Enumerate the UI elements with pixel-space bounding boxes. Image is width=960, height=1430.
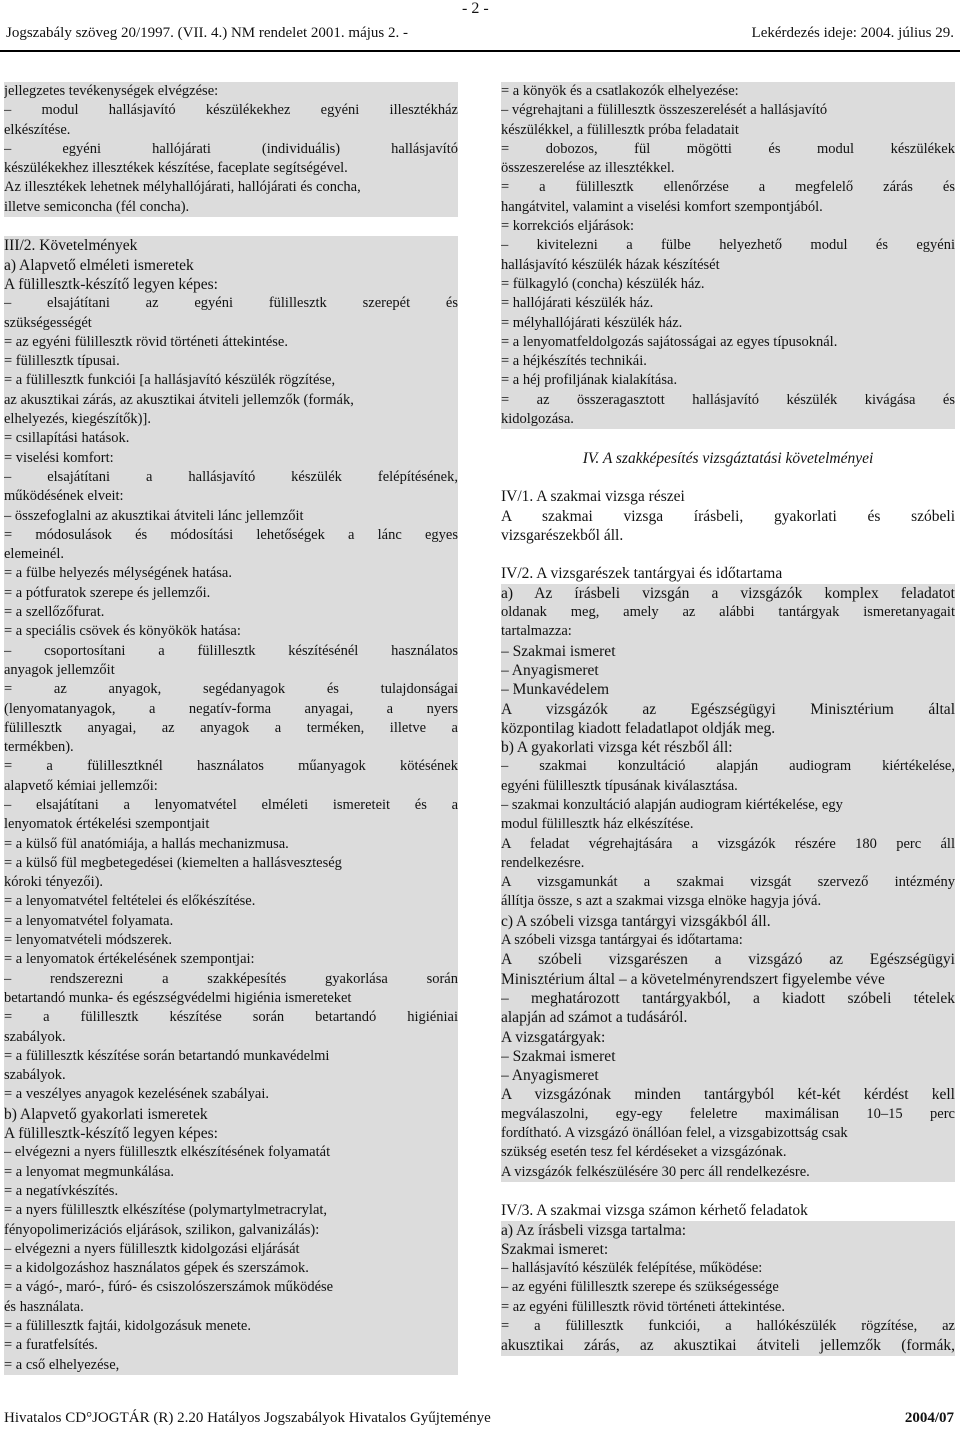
text-line: = a furatfelsítés. <box>4 1336 458 1355</box>
header-query-date: Lekérdezés ideje: 2004. július 29. <box>751 25 954 41</box>
text-line: = a fülbe helyezés mélységének hatása. <box>4 564 458 583</box>
text-line: a) Az írásbeli vizsga tartalma: <box>501 1221 955 1240</box>
text-line: – elsajátítani a lenyomatvétel elméleti ismereteit és a <box>4 796 458 815</box>
text-line: anyagok jellemzőit <box>4 661 458 680</box>
text-line: – végrehajtani a fülillesztk összeszerelését a hallásjavító <box>501 101 955 120</box>
text-line: = a külső fül megbetegedései (kiemelten a hallásveszteség <box>4 854 458 873</box>
text-line: kidolgozása. <box>501 410 955 429</box>
text-line: = a fülillesztk fajtái, kidolgozásuk menete. <box>4 1317 458 1336</box>
text-line: A feladat végrehajtására a vizsgázók részére 180 perc áll <box>501 835 955 854</box>
text-line: = a külső fül anatómiája, a hallás mechanizmusa. <box>4 835 458 854</box>
text-line: = a lenyomatvétel feltételei és előkészítése. <box>4 892 458 911</box>
text-line: – az egyéni fülillesztk szerepe és szükségessége <box>501 1278 955 1297</box>
text-line: = fülkagyló (concha) készülék ház. <box>501 275 955 294</box>
header-divider <box>0 50 960 52</box>
text-line: = korrekciós eljárások: <box>501 217 955 236</box>
text-line: és használata. <box>4 1298 458 1317</box>
text-line: = az egyéni fülillesztk rövid történeti áttekintése. <box>501 1298 955 1317</box>
blank-line <box>501 545 955 564</box>
text-line: az akusztikai zárás, az akusztikai átviteli jellemzők (formák, <box>4 391 458 410</box>
text-line: elhelyezés, kiegészítők)]. <box>4 410 458 429</box>
text-line: alapján ad számot a tudásáról. <box>501 1008 955 1027</box>
text-line: = a kidolgozáshoz használatos gépek és szerszámok. <box>4 1259 458 1278</box>
text-line: = a lenyomatok értékelésének szempontjai: <box>4 950 458 969</box>
text-line: – rendszerezni a szakképesítés gyakorlása során <box>4 970 458 989</box>
text-line: = a fülillesztk készítése során betartandó higiéniai <box>4 1008 458 1027</box>
text-line: = a pótfuratok szerepe és jellemzői. <box>4 584 458 603</box>
text-line: rendelkezésre. <box>501 854 955 873</box>
text-line: fényopolimerizációs eljárások, szilikon, galvanizálás): <box>4 1221 458 1240</box>
text-line: – egyéni hallójárati (individuális) hallásjavító <box>4 140 458 159</box>
text-line: megválaszolni, egy-egy feleletre maximálisan 10–15 perc <box>501 1105 955 1124</box>
text-line: Szakmai ismeret: <box>501 1240 955 1259</box>
text-line: A szóbeli vizsgarészen a vizsgázó az Egészségügyi <box>501 951 955 969</box>
text-line: = dobozos, fül mögötti és modul készülékek <box>501 140 955 159</box>
text-line: elkészítése. <box>4 121 458 140</box>
text-line: = a fülillesztk funkciói, a hallókészülék rögzítése, az <box>501 1317 955 1336</box>
text-line: kóroki tényezői). <box>4 873 458 892</box>
blank-line <box>501 1182 955 1201</box>
text-line: Minisztérium által – a követelményrendszert figyelembe véve <box>501 970 955 989</box>
text-line: A vizsgázók felkészülésére 30 perc áll rendelkezésre. <box>501 1163 955 1182</box>
text-line: A fülillesztk-készítő legyen képes: <box>4 275 458 294</box>
text-line: modul fülillesztk ház elkészítése. <box>501 815 955 834</box>
text-line: – elsajátítani az egyéni fülillesztk szerepét és <box>4 294 458 313</box>
page-number: - 2 - <box>462 0 489 17</box>
footer-edition: 2004/07 <box>904 1410 954 1426</box>
blank-line <box>501 429 955 448</box>
text-line: = a negatívkészítés. <box>4 1182 458 1201</box>
text-line: akusztikai zárás, az akusztikai átviteli jellemzők (formák, <box>501 1337 955 1355</box>
text-line: = viselési komfort: <box>4 449 458 468</box>
text-line: – kivitelezni a fülbe helyezhető modul és egyéni <box>501 236 955 255</box>
text-line: – hallásjavító készülék felépítése, működése: <box>501 1259 955 1278</box>
text-line: = az egyéni fülillesztk rövid történeti áttekintése. <box>4 333 458 352</box>
text-line: betartandó munka- és egészségvédelmi higiénia ismereteket <box>4 989 458 1008</box>
text-line: – modul hallásjavító készülékekhez egyéni illesztékház <box>4 101 458 120</box>
text-line: szabályok. <box>4 1028 458 1047</box>
text-line: a) Az írásbeli vizsgán a vizsgázók komplex feladatot <box>501 584 955 602</box>
text-line: egyéni fülillesztk típusának kiválasztása. <box>501 777 955 796</box>
text-line: = a héjkészítés technikái. <box>501 352 955 371</box>
text-line: A vizsgatárgyak: <box>501 1028 955 1047</box>
text-line: – Szakmai ismeret <box>501 642 955 661</box>
text-line: szükség esetén tesz fel kérdéseket a vizsgázónak. <box>501 1143 955 1162</box>
text-line: IV/2. A vizsgarészek tantárgyai és időtartama <box>501 565 783 583</box>
blank-line <box>501 468 955 487</box>
text-line: fordítható. A vizsgázó önállóan felel, a vizsgabizottság csak <box>501 1124 955 1143</box>
text-line: = csillapítási hatások. <box>4 429 458 448</box>
text-line: = a speciális csövek és könyökök hatása: <box>4 622 458 641</box>
text-line: = a fülillesztk készítése során betartandó munkavédelmi <box>4 1047 458 1066</box>
text-line: – csoportosítani a fülillesztk készítésénél használatos <box>4 642 458 661</box>
text-line: – Munkavédelem <box>501 680 955 699</box>
text-line: = mélyhallójárati készülék ház. <box>501 314 955 333</box>
text-line: = módosulások és módosítási lehetőségek a lánc egyes <box>4 526 458 545</box>
text-line: központilag kiadott feladatlapot oldják meg. <box>501 719 955 738</box>
text-line: = az összeragasztott hallásjavító készülék kivágása és <box>501 391 955 410</box>
text-line: készülékkel, a fülillesztk próba feladatait <box>501 121 955 140</box>
text-line: fülillesztk anyagai, az anyagok a terméken, illetve a <box>4 719 458 738</box>
text-line: = a szellőzőfurat. <box>4 603 458 622</box>
text-line: = a fülillesztk ellenőrzése a megfelelő zárás és <box>501 178 955 197</box>
text-line: termékben). <box>4 738 458 757</box>
text-line: = a héj profiljának kialakítása. <box>501 371 955 390</box>
footer-publisher: Hivatalos CD°JOGTÁR (R) 2.20 Hatályos Jogszabályok Hivatalos Gyűjteménye <box>4 1410 491 1426</box>
text-line: A vizsgázók az Egészségügyi Minisztérium által <box>501 700 955 718</box>
text-line: hangátvitel, valamint a viselési komfort szempontjából. <box>501 198 955 217</box>
text-line: – elvégezni a nyers fülillesztk kidolgozási eljárását <box>4 1240 458 1259</box>
text-line: b) A gyakorlati vizsga két részből áll: <box>501 738 955 757</box>
text-line: = a veszélyes anyagok kezelésének szabályai. <box>4 1085 458 1104</box>
left-text-column <box>4 82 458 1375</box>
text-line: vizsgarészekből áll. <box>501 526 624 544</box>
text-line: működésének elveit: <box>4 487 458 506</box>
text-line: = a cső elhelyezése, <box>4 1356 458 1375</box>
text-line: IV/1. A szakmai vizsga részei <box>501 488 685 506</box>
header-document-reference: Jogszabály szöveg 20/1997. (VII. 4.) NM rendelet 2001. május 2. - <box>6 25 408 41</box>
text-line: A vizsgamunkát a szakmai vizsgát szervező intézmény <box>501 873 955 892</box>
text-line: = a vágó-, maró-, fúró- és csiszolószerszámok működése <box>4 1278 458 1297</box>
text-line: hallásjavító készülék házak készítését <box>501 256 955 275</box>
text-line: A fülillesztk-készítő legyen képes: <box>4 1124 458 1143</box>
text-line: – elvégezni a nyers fülillesztk elkészítésének folyamatát <box>4 1143 458 1162</box>
text-line: illetve semiconcha (fél concha). <box>4 198 458 217</box>
text-line: alapvető kémiai jellemzői: <box>4 777 458 796</box>
text-line: oldanak meg, amely az alábbi tantárgyak ismeretanyagait <box>501 603 955 622</box>
blank-line <box>4 217 458 236</box>
text-line: = a lenyomat megmunkálása. <box>4 1163 458 1182</box>
text-line: = a lenyomatfeldolgozás sajátosságai az egyes típusoknál. <box>501 333 955 352</box>
text-line: készülékekhez illesztékek készítése, faceplate segítségével. <box>4 159 458 178</box>
text-line: elemeinél. <box>4 545 458 564</box>
text-line: a) Alapvető elméleti ismeretek <box>4 256 458 275</box>
text-line: – Anyagismeret <box>501 1066 955 1085</box>
text-line: A szakmai vizsga írásbeli, gyakorlati és szóbeli <box>501 507 955 525</box>
text-line: = fülillesztk típusai. <box>4 352 458 371</box>
text-line: = a lenyomatvétel folyamata. <box>4 912 458 931</box>
text-line: A vizsgázónak minden tantárgyból két-két kérdést kell <box>501 1086 955 1104</box>
text-line: – elsajátítani a hallásjavító készülék felépítésének, <box>4 468 458 487</box>
text-line: b) Alapvető gyakorlati ismeretek <box>4 1105 458 1124</box>
text-line: = a könyök és a csatlakozók elhelyezése: <box>501 82 955 101</box>
document-header <box>6 25 954 47</box>
text-line: – Szakmai ismeret <box>501 1047 955 1066</box>
text-line: – meghatározott tantárgyakból, a kiadott szóbeli tételek <box>501 989 955 1007</box>
text-line: = a fülillesztknél használatos műanyagok kötésének <box>4 757 458 776</box>
text-line: IV. A szakképesítés vizsgáztatási követelményei <box>582 449 874 467</box>
text-line: IV/3. A szakmai vizsga számon kérhető feladatok <box>501 1202 808 1220</box>
text-line: = lenyomatvételi módszerek. <box>4 931 458 950</box>
text-line: összeszerelése az illesztékkel. <box>501 159 955 178</box>
text-line: A szóbeli vizsga tantárgyai és időtartama: <box>501 931 955 950</box>
text-line: = hallójárati készülék ház. <box>501 294 955 313</box>
text-line: jellegzetes tevékenységek elvégzése: <box>4 82 458 101</box>
text-line: – Anyagismeret <box>501 661 955 680</box>
text-line: – szakmai konzultáció alapján audiogram kiértékelése, <box>501 757 955 776</box>
text-line: lenyomatok értékelési szempontjait <box>4 815 458 834</box>
text-line: szükségességét <box>4 314 458 333</box>
text-line: c) A szóbeli vizsga tantárgyi vizsgákból áll. <box>501 912 955 931</box>
text-line: állítja össze, s azt a szakmai vizsga elnöke hagyja jóvá. <box>501 892 955 911</box>
text-line: (lenyomatanyagok, a negatív-forma anyagai, a nyers <box>4 700 458 719</box>
text-line: = az anyagok, segédanyagok és tulajdonságai <box>4 680 458 699</box>
text-line: = a nyers fülillesztk elkészítése (polymartylmetracrylat, <box>4 1201 458 1220</box>
text-line: – összefoglalni az akusztikai átviteli lánc jellemzőit <box>4 507 458 526</box>
text-line: – szakmai konzultáció alapján audiogram kiértékelése, egy <box>501 796 955 815</box>
text-line: szabályok. <box>4 1066 458 1085</box>
text-line: Az illesztékek lehetnek mélyhallójárati, hallójárati és concha, <box>4 178 458 197</box>
text-line: = a fülillesztk funkciói [a hallásjavító készülék rögzítése, <box>4 371 458 390</box>
right-text-column <box>501 82 955 1356</box>
text-line: III/2. Követelmények <box>4 236 458 255</box>
text-line: tartalmazza: <box>501 622 955 641</box>
